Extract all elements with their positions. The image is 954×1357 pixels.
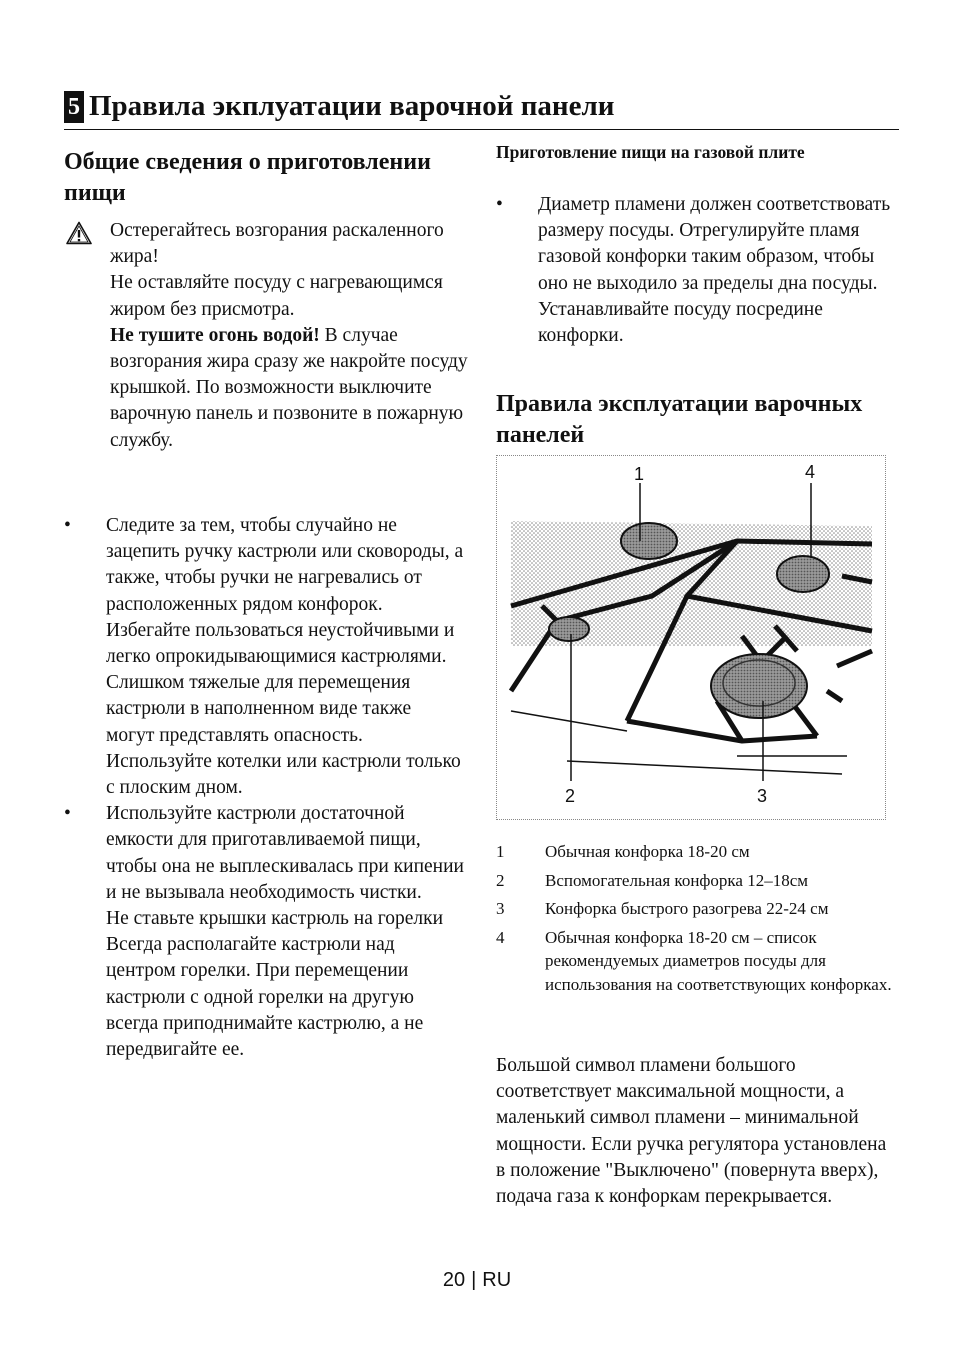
- gas-cooking-heading: Приготовление пищи на газовой плите: [496, 142, 805, 162]
- gas-bullet-text: • Диаметр пламени должен соответствовать размеру посуды. Отрегулируйте пламя газовой конфорки таким образом, чтобы оно не выходило за пределы дна посуды. Устанавливайте посуду посредине конфорки.: [538, 194, 891, 347]
- list-item: [64, 513, 464, 801]
- callout-1: 1: [634, 464, 645, 484]
- warning-line-1: Остерегайтесь возгорания раскаленного жира!: [110, 220, 444, 268]
- footer-separator: |: [471, 1269, 477, 1291]
- burner-3: [711, 654, 807, 718]
- safety-bullets: [64, 513, 464, 1063]
- page-footer: [0, 1266, 954, 1294]
- warning-rest: В случае возгорания жира сразу же накройте посуду крышкой. По возможности выключите варочную панель и позвоните в пожарную службу.: [110, 324, 468, 451]
- warning-triangle-icon: [66, 221, 92, 245]
- legend-text: Вспомогательная конфорка 12–18см: [545, 870, 809, 890]
- bullet-2-extra: Всегда располагайте кастрюли над центром горелки. При перемещении кастрюли с одной горелки на другую всегда приподнимайте кастрюлю, а не передвигайте ее.: [106, 934, 424, 1061]
- burner-1: [621, 523, 677, 559]
- legend-item: [496, 926, 896, 997]
- warning-line-2: Не оставляйте посуду с нагревающимся жиром без присмотра.: [110, 272, 443, 320]
- hob-diagram: [496, 455, 886, 820]
- chapter-number: 5: [64, 91, 84, 123]
- legend-number: 1: [496, 842, 505, 861]
- hob-illustration: [497, 456, 885, 819]
- callout-4: 4: [805, 462, 816, 482]
- warning-bold: Не тушите огонь водой!: [110, 324, 320, 346]
- burner-2: [549, 617, 589, 641]
- chapter-title: Правила экплуатации варочной панели: [89, 90, 615, 122]
- hob-rules-heading: Правила эксплуатации варочных панелей: [496, 391, 863, 448]
- page-number: 20: [442, 1269, 466, 1291]
- language-code: RU: [482, 1269, 512, 1291]
- legend-number: 4: [496, 927, 505, 947]
- bullet-1-note: Используйте котелки или кастрюли только с плоским дном.: [106, 750, 461, 799]
- legend-text: Обычная конфорка 18-20 см – список рекомендуемых диаметров посуды для использования на соответствующих конфорках.: [545, 927, 892, 994]
- fire-warning: [110, 218, 470, 454]
- hob-edges: [511, 711, 847, 774]
- flame-symbol-text: Большой символ пламени большого соответствует максимальной мощности, а маленький символ пламени – минимальной мощности. Если ручка регулятора установлена в положение "Выключено" (повернута вверх), подача газа к конфоркам перекрывается.: [496, 1055, 887, 1208]
- bullet-2-text: • Используйте кастрюли достаточной емкости для приготавливаемой пищи, чтобы она не выплескивалась при кипении и не вызывала необходимость чистки.: [106, 803, 464, 903]
- legend-text: Обычная конфорка 18-20 см: [545, 842, 750, 861]
- legend-number: 3: [496, 899, 505, 918]
- legend-text: Конфорка быстрого разогрева 22-24 см: [545, 899, 829, 918]
- list-item: [496, 192, 906, 349]
- list-item: [64, 801, 464, 1063]
- burner-4: [777, 556, 829, 592]
- general-info-heading: Общие сведения о приготовлении пищи: [64, 149, 431, 206]
- warning-line-3: [110, 323, 470, 454]
- callout-2: 2: [565, 786, 576, 806]
- bullet-1-text: • Следите за тем, чтобы случайно не зацепить ручку кастрюли или сковороды, а также, чтобы ручки не нагревались от расположенных рядом конфорок. Избегайте пользоваться неустойчивыми и легко опрокидывающимися кастрюлями. Слишком тяжелые для перемещения кастрюли в наполненном виде также могут представлять опасность.: [106, 515, 464, 746]
- legend-item: [496, 897, 896, 921]
- bullet-2-note: Не ставьте крышки кастрюль на горелки: [106, 908, 444, 930]
- chapter-header: [64, 86, 899, 130]
- gas-bullets: [496, 192, 906, 349]
- legend-item: [496, 840, 896, 864]
- legend-number: 2: [496, 870, 505, 890]
- legend-item: [496, 869, 896, 893]
- callout-3: 3: [757, 786, 768, 806]
- burner-legend: [496, 840, 896, 1001]
